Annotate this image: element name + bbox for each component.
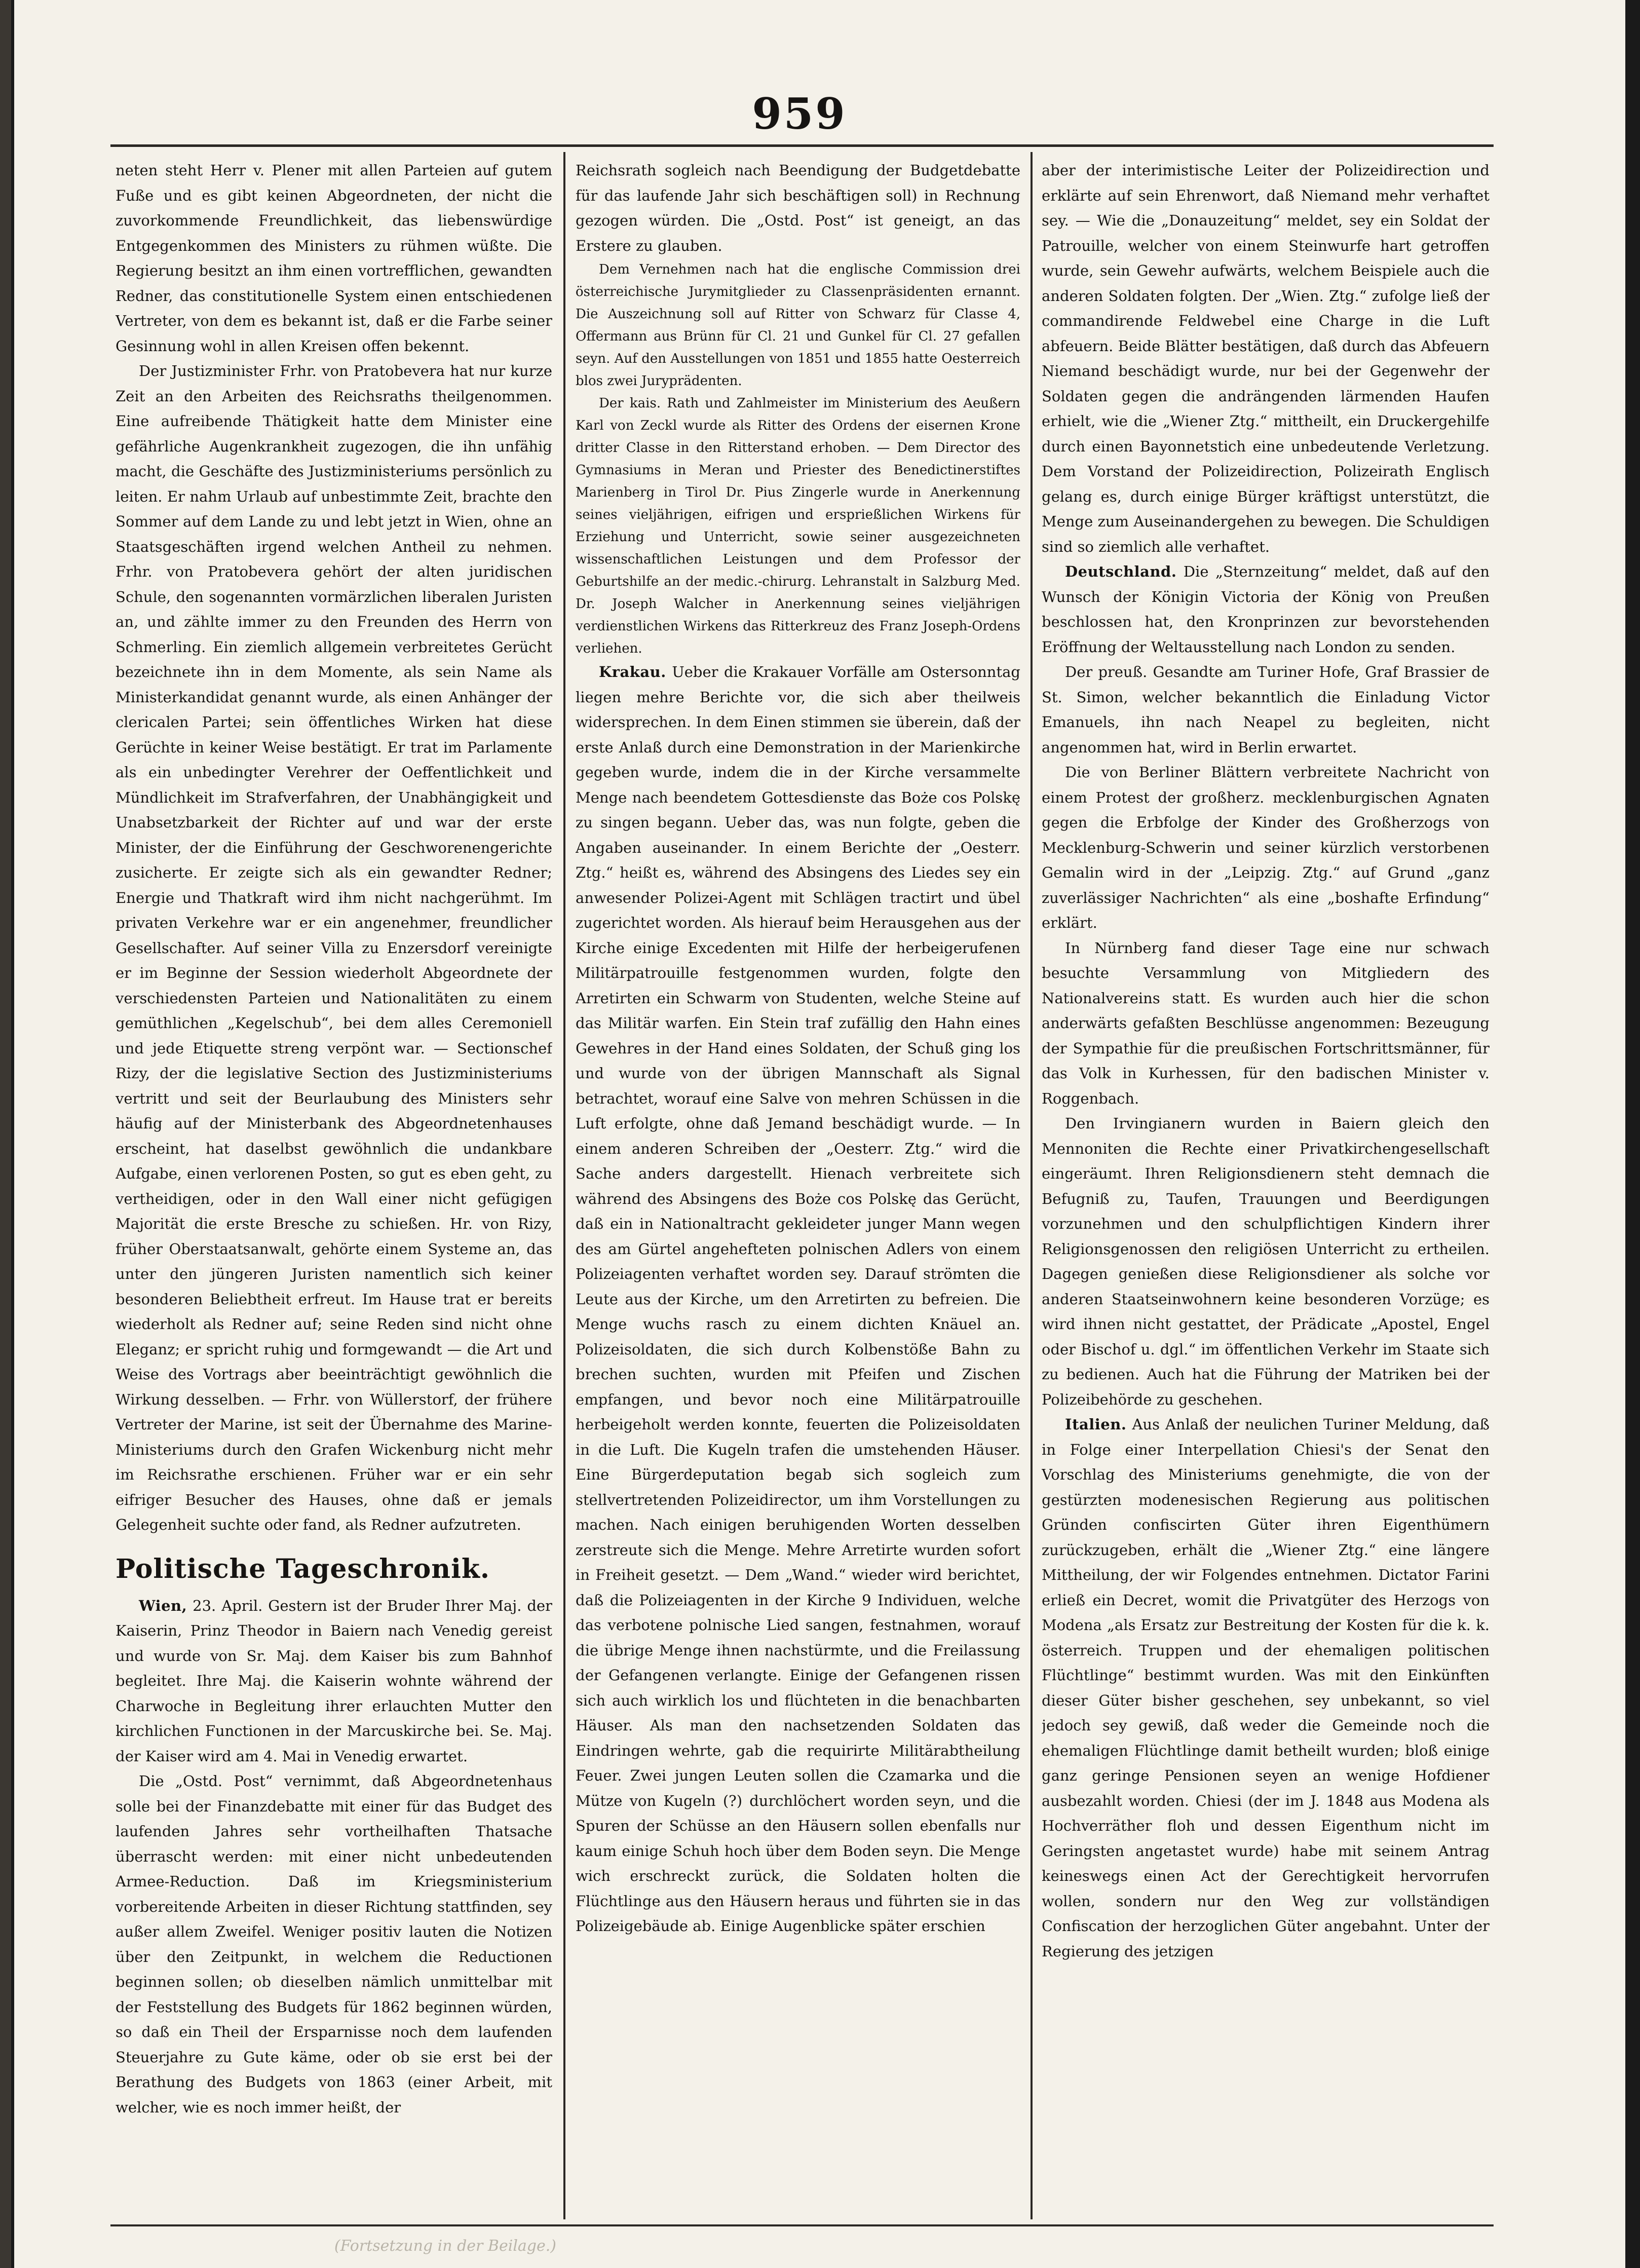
paragraph: aber der interimistische Leiter der Polizeidirection und erklärte auf sein Ehrenwort, daß Niemand mehr verhaftet sey. — Wie die „Donauzeitung“ meldet, sey ein Soldat der Patrouille, welcher von einem Steinwurfe hart getroffen wurde, sein Gewehr aufwärts, welchem Beispiele auch die anderen Soldaten folgten. Der „Wien. Ztg.“ zufolge ließ der commandirende Feldwebel eine Charge in die Luft abfeuern. Beide Blätter bestätigen, daß durch das Abfeuern Niemand beschädigt wurde, nur bei der Gegenwehr der Soldaten gegen die andrängenden lärmenden Haufen erhielt, wie die „Wiener Ztg.“ mittheilt, ein Druckergehilfe durch einen Bayonnetstich eine unbedeutende Verletzung. Dem Vorstand der Polizeidirection, Polizeirath Englisch gelang es, durch einige Bürger kräftigst unterstützt, die Menge zum Auseinandergehen zu bewegen. Die Schuldigen sind so ziemlich alle verhaftet. (1042, 162, 1490, 555)
paragraph-text: 23. April. Gestern ist der Bruder Ihrer Maj. der Kaiserin, Prinz Theodor in Baiern nach Venedig gereist und wurde von Sr. Maj. dem Kaiser bis zum Bahnhof begleitet. Ihre Maj. die Kaiserin wohnte während der Charwoche in Begleitung ihrer erlauchten Mutter den kirchlichen Functionen in der Marcuskirche bei. Se. Maj. der Kaiser wird am 4. Mai in Venedig erwartet. (116, 1597, 552, 1765)
paragraph: Der Justizminister Frhr. von Pratobevera hat nur kurze Zeit an den Arbeiten des Reichsraths theilgenommen. Eine aufreibende Thätigkeit hatte dem Minister eine gefährliche Augenkrankheit zugezogen, die ihn unfähig macht, die Geschäfte des Justizministeriums persönlich zu leiten. Er nahm Urlaub auf unbestimmte Zeit, brachte den Sommer auf dem Lande zu und lebt jetzt in Wien, ohne an Staatsgeschäften irgend welchen Antheil zu nehmen. Frhr. von Pratobevera gehört der alten juridischen Schule, den sogenannten vormärzlichen liberalen Juristen an, und zählte immer zu den Freunden des Herrn von Schmerling. Ein ziemlich allgemein verbreitetes Gerücht bezeichnete ihn in dem Momente, als sein Name als Ministerkandidat genannt wurde, als einen Anhänger der clericalen Partei; sein öffentliches Wirken hat diese Gerüchte in keiner Weise bestätigt. Er trat im Parlamente als ein unbedingter Verehrer der Oeffentlichkeit und Mündlichkeit im Strafverfahren, der Unabhängigkeit und Unabsetzbarkeit der Richter auf und war der erste Minister, der die Einführung der Geschworenengerichte zusicherte. Er zeigte sich als ein gewandter Redner; Energie und Thatkraft wird ihm nicht nachgerühmt. Im privaten Verkehre war er ein angenehmer, freundlicher Gesellschafter. Auf seiner Villa zu Enzersdorf vereinigte er im Beginne der Session wiederholt Abgeordnete der verschiedensten Parteien und Nationalitäten zu einem gemüthlichen „Kegelschub“, bei dem alles Ceremoniell und jede Etiquette streng verpönt war. — Sectionschef Rizy, der die legislative Section des Justizministeriums vertritt und seit der Beurlaubung des Ministers sehr häufig auf der Ministerbank des Abgeordnetenhauses erscheint, hat daselbst gewöhnlich die undankbare Aufgabe, einen verlorenen Posten, so gut es eben geht, zu vertheidigen, oder in den Wall einer nicht gefügigen Majorität die erste Bresche zu schießen. Hr. von Rizy, früher Oberstaatsanwalt, gehörte einem Systeme an, das unter den jüngeren Juristen namentlich sich keiner besonderen Beliebtheit erfreut. Im Hause trat er bereits wiederholt als Redner auf; seine Reden sind nicht ohne Eleganz; er spricht ruhig und formgewandt — die Art und Weise des Vortrags aber beeinträchtigt gewöhnlich die Wirkung desselben. — Frhr. von Wüllerstorf, der frühere Vertreter der Marine, ist seit der Übernahme des Marine-Ministeriums durch den Grafen Wickenburg nicht mehr im Reichsrathe erschienen. Früher war er ein sehr eifriger Besucher des Hauses, ohne daß er jemals Gelegenheit suchte oder fand, als Redner aufzutreten. (116, 362, 552, 1533)
paragraph: Den Irvingianern wurden in Baiern gleich den Mennoniten die Rechte einer Privatkirchengesellschaft eingeräumt. Ihren Religionsdienern steht demnach die Befugniß zu, Taufen, Trauungen und Beerdigungen vorzunehmen und den schulpflichtigen Kindern ihrer Religionsgenossen den religiösen Unterricht zu ertheilen. Dagegen genießen diese Religionsdiener als solche vor anderen Staatseinwohnern keine besonderen Vorzüge; es wird ihnen nicht gestattet, der Prädicate „Apostel, Engel oder Bischof u. dgl.“ im öffentlichen Verkehr im Staate sich zu bedienen. Auch hat die Führung der Matriken bei der Polizeibehörde zu geschehen. (1042, 1115, 1490, 1408)
column-3 (1042, 158, 1490, 2215)
dateline: Deutschland. (1065, 563, 1177, 580)
footer-rule (110, 2224, 1494, 2226)
paragraph: Reichsrath sogleich nach Beendigung der Budgetdebatte für das laufende Jahr sich beschäftigen soll) in Rechnung gezogen würden. Die „Ostd. Post“ ist geneigt, an das Erstere zu glauben. (576, 162, 1020, 254)
paragraph: Die von Berliner Blättern verbreitete Nachricht von einem Protest der großherz. mecklenburgischen Agnaten gegen die Erbfolge der Kinder des Großherzogs von Mecklenburg-Schwerin und seiner kürzlich verstorbenen Gemalin wird in der „Leipzig. Ztg.“ auf Grund „ganz zuverlässiger Nachrichten“ als eine „boshafte Erfindung“ erklärt. (1042, 764, 1490, 931)
paragraph-text: Aus Anlaß der neulichen Turiner Meldung, daß in Folge einer Interpellation Chiesi's der Senat den Vorschlag des Ministeriums genehmigte, die von der gestürzten modenesischen Regierung aus politischen Gründen confiscirten Güter ihren Eigenthümern zurückzugeben, erhält die „Wiener Ztg.“ eine längere Mittheilung, der wir Folgendes entnehmen. Dictator Farini erließ ein Decret, womit die Privatgüter des Herzogs von Modena „als Ersatz zur Bestreitung der Kosten für die k. k. österreich. Truppen und der ehemaligen politischen Flüchtlinge“ bestimmt wurden. Was mit den Einkünften dieser Güter bisher geschehen, sey unbekannt, so viel jedoch sey gewiß, daß weder die Gemeinde noch die ehemaligen Flüchtlinge damit betheilt wurden; bloß einige ganz geringe Pensionen seyen an wenige Hofdiener ausbezahlt worden. Chiesi (der im J. 1848 aus Modena als Hochverräther floh und dessen Eigenthum nicht im Geringsten angetastet wurde) habe mit seinem Antrag keineswegs einen Act der Gerechtigkeit hervorrufen wollen, sondern nur den Weg zur vollständigen Confiscation der herzoglichen Güter angebahnt. Unter der Regierung des jetzigen (1042, 1416, 1490, 1960)
paragraph: Die „Ostd. Post“ vernimmt, daß Abgeordnetenhaus solle bei der Finanzdebatte mit einer für das Budget des laufenden Jahres sehr vortheilhaften Thatsache überrascht werden: mit einer nicht unbedeutenden Armee-Reduction. Daß im Kriegsministerium vorbereitende Arbeiten in dieser Richtung stattfinden, sey außer allem Zweifel. Weniger positiv lauten die Notizen über den Zeitpunkt, in welchem die Reductionen beginnen sollen; ob dieselben nämlich unmittelbar mit der Feststellung des Budgets für 1862 beginnen würden, so daß ein Theil der Ersparnisse noch dem laufenden Steuerjahre zu Gute käme, oder ob sie erst bei der Berathung des Budgets von 1863 (einer Arbeit, mit welcher, wie es noch immer heißt, der (116, 1772, 552, 2116)
page-number: 959 (752, 89, 847, 139)
continuation-note: (Fortsetzung in der Beilage.) (334, 2237, 556, 2255)
section-heading: Politische Tageschronik. (116, 1553, 490, 1584)
page-edge (0, 0, 11, 2268)
paragraph: In Nürnberg fand dieser Tage eine nur schwach besuchte Versammlung von Mitgliedern des Nationalvereins statt. Es wurden auch hier die schon anderwärts gefaßten Beschlüsse angenommen: Bezeugung der Sympathie für die preußischen Fortschrittsmänner, für das Volk in Kurhessen, für den badischen Minister v. Roggenbach. (1042, 939, 1490, 1107)
paragraph: Der preuß. Gesandte am Turiner Hofe, Graf Brassier de St. Simon, welcher bekanntlich die Einladung Victor Emanuels, ihn nach Neapel zu begleiten, nicht angenommen hat, wird in Berlin erwartet. (1042, 663, 1490, 756)
column-1 (116, 158, 552, 2215)
column-2 (576, 158, 1020, 2215)
column-divider-1 (563, 152, 565, 2219)
column-divider-2 (1031, 152, 1033, 2219)
paragraph (576, 660, 1020, 1939)
paragraph-text: Die „Sternzeitung“ meldet, daß auf den Wunsch der Königin Victoria der König von Preußen beschlossen hat, den Kronprinzen zur bevorstehenden Eröffnung der Weltausstellung nach London zu senden. (1042, 563, 1490, 656)
dateline: Krakau. (599, 663, 666, 681)
paragraph (116, 1594, 552, 1769)
dateline: Italien. (1065, 1416, 1127, 1433)
newspaper-page (14, 0, 1625, 2268)
paragraph: Dem Vernehmen nach hat die englische Commission drei österreichische Jurymitglieder zu Classenpräsidenten ernannt. Die Auszeichnung soll auf Ritter von Schwarz für Classe 4, Offermann aus Brünn für Cl. 21 und Gunkel für Cl. 27 gefallen seyn. Auf den Ausstellungen von 1851 und 1855 hatte Oesterreich blos zwei Juryprädenten. (576, 262, 1020, 389)
paragraph (1042, 1412, 1490, 1964)
paragraph (1042, 559, 1490, 660)
header-rule (110, 144, 1494, 147)
dateline: Wien, (139, 1597, 187, 1614)
paragraph: Der kais. Rath und Zahlmeister im Ministerium des Aeußern Karl von Zeckl wurde als Ritter des Ordens der eisernen Krone dritter Classe in den Ritterstand erhoben. — Dem Director des Gymnasiums in Meran und Priester des Benedictinerstiftes Marienberg in Tirol Dr. Pius Zingerle wurde in Anerkennung seines vieljährigen, eifrigen und ersprießlichen Wirkens für Erziehung und Unterricht, sowie seiner ausgezeichneten wissenschaftlichen Leistungen und dem Professor der Geburtshilfe an der medic.-chirurg. Lehranstalt in Salzburg Med. Dr. Joseph Walcher in Anerkennung seines vieljährigen verdienstlichen Wirkens das Ritterkreuz des Franz Joseph-Ordens verliehen. (576, 396, 1020, 656)
paragraph: neten steht Herr v. Plener mit allen Parteien auf gutem Fuße und es gibt keinen Abgeordneten, der nicht die zuvorkommende Freundlichkeit, das liebenswürdige Entgegenkommen des Ministers zu rühmen wüßte. Die Regierung besitzt an ihm einen vortrefflichen, gewandten Redner, das constitutionelle System einen entschiedenen Vertreter, von dem es bekannt ist, daß er die Farbe seiner Gesinnung wohl in allen Kreisen offen bekennt. (116, 162, 552, 355)
paragraph-text: Ueber die Krakauer Vorfälle am Ostersonntag liegen mehre Berichte vor, die sich aber theilweis widersprechen. In dem Einen stimmen sie überein, daß der erste Anlaß durch eine Demonstration in der Marienkirche gegeben wurde, indem die in der Kirche versammelte Menge nach beendetem Gottesdienste das Boże cos Polskę zu singen begann. Ueber das, was nun folgte, geben die Angaben auseinander. In einem Berichte der „Oesterr. Ztg.“ heißt es, während des Absingens des Liedes sey ein anwesender Polizei-Agent mit Schlägen tractirt und übel zugerichtet worden. Als hierauf beim Herausgehen aus der Kirche einige Excedenten mit Hilfe der herbeigerufenen Militärpatrouille festgenommen wurden, folgte den Arretirten ein Schwarm von Studenten, welche Steine auf das Militär warfen. Ein Stein traf zufällig den Hahn eines Gewehres in der Hand eines Soldaten, der Schuß ging los und wurde von der übrigen Mannschaft als Signal betrachtet, worauf eine Salve von mehren Schüssen in die Luft erfolgte, ohne daß Jemand beschädigt wurde. — In einem anderen Schreiben der „Oesterr. Ztg.“ wird die Sache anders dargestellt. Hienach verbreitete sich während des Absingens des Boże cos Polskę das Gerücht, daß ein in Nationaltracht gekleideter junger Mann wegen des am Gürtel angehefteten polnischen Adlers von einem Polizeiagenten verhaftet worden sey. Darauf strömten die Leute aus der Kirche, um den Arretirten zu befreien. Die Menge wuchs rasch zu einem dichten Knäuel an. Polizeisoldaten, die sich durch Kolbenstöße Bahn zu brechen suchten, wurden mit Pfeifen und Zischen empfangen, und bevor noch eine Militärpatrouille herbeigeholt werden konnte, feuerten die Polizeisoldaten in die Luft. Die Kugeln trafen die umstehenden Häuser. Eine Bürgerdeputation begab sich sogleich zum stellvertretenden Polizeidirector, um ihm Vorstellungen zu machen. Nach einigen beruhigenden Worten desselben zerstreute sich die Menge. Mehre Arretirte wurden sofort in Freiheit gesetzt. — Dem „Wand.“ wieder wird berichtet, daß die Polizeiagenten in der Kirche 9 Individuen, welche das verbotene polnische Lied sangen, festnahmen, worauf die übrige Menge ihnen nachstürmte, und die Freilassung der Gefangenen verlangte. Einige der Gefangenen rissen sich auch wirklich los und flüchteten in die benachbarten Häuser. Als man den nachsetzenden Soldaten das Eindringen wehrte, gab die requirirte Militärabtheilung Feuer. Zwei jungen Leuten sollen die Czamarka und die Mütze von Kugeln (?) durchlöchert worden seyn, und die Spuren der Schüsse an den Häusern sollen ebenfalls nur kaum einige Schuh hoch über dem Boden seyn. Die Menge wich erschreckt zurück, die Soldaten holten die Flüchtlinge aus den Häusern heraus und führten sie in das Polizeigebäude ab. Einige Augenblicke später erschien (576, 663, 1020, 1935)
